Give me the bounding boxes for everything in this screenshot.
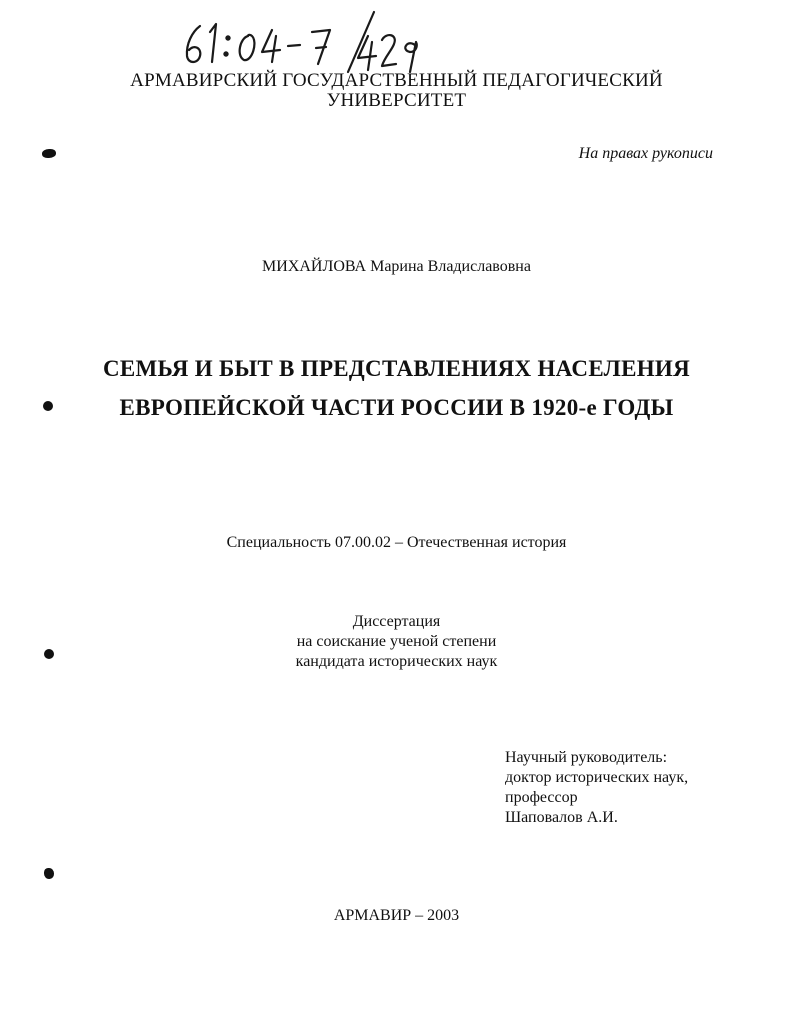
supervisor-title: профессор [505, 789, 578, 806]
binding-mark-4 [44, 868, 54, 879]
specialty: Специальность 07.00.02 – Отечественная история [226, 534, 567, 551]
supervisor-label: Научный руководитель: [505, 749, 668, 766]
supervisor-name: Шаповалов А.И. [505, 809, 618, 826]
binding-mark-2 [43, 401, 53, 411]
handwritten-archive-code [170, 6, 450, 78]
author-name: МИХАЙЛОВА Марина Владиславовна [262, 258, 531, 275]
binding-mark-1 [42, 149, 56, 158]
university-name-line1: АРМАВИРСКИЙ ГОСУДАРСТВЕННЫЙ ПЕДАГОГИЧЕСКИЙ [130, 70, 663, 91]
city-year: АРМАВИР – 2003 [333, 907, 460, 924]
binding-mark-3 [44, 649, 54, 659]
supervisor-block [505, 748, 688, 828]
manuscript-rights-note: На правах рукописи [578, 145, 713, 162]
degree-sought: на соискание ученой степени [296, 633, 497, 650]
university-name-line2: УНИВЕРСИТЕТ [326, 90, 467, 111]
degree-name: кандидата исторических наук [295, 653, 498, 670]
supervisor-degree: доктор исторических наук, [505, 769, 689, 786]
dissertation-title-line2: ЕВРОПЕЙСКОЙ ЧАСТИ РОССИИ В 1920-е ГОДЫ [119, 395, 674, 420]
dissertation-title-line1: СЕМЬЯ И БЫТ В ПРЕДСТАВЛЕНИЯХ НАСЕЛЕНИЯ [102, 356, 691, 381]
dissertation-type: Диссертация [352, 613, 441, 630]
